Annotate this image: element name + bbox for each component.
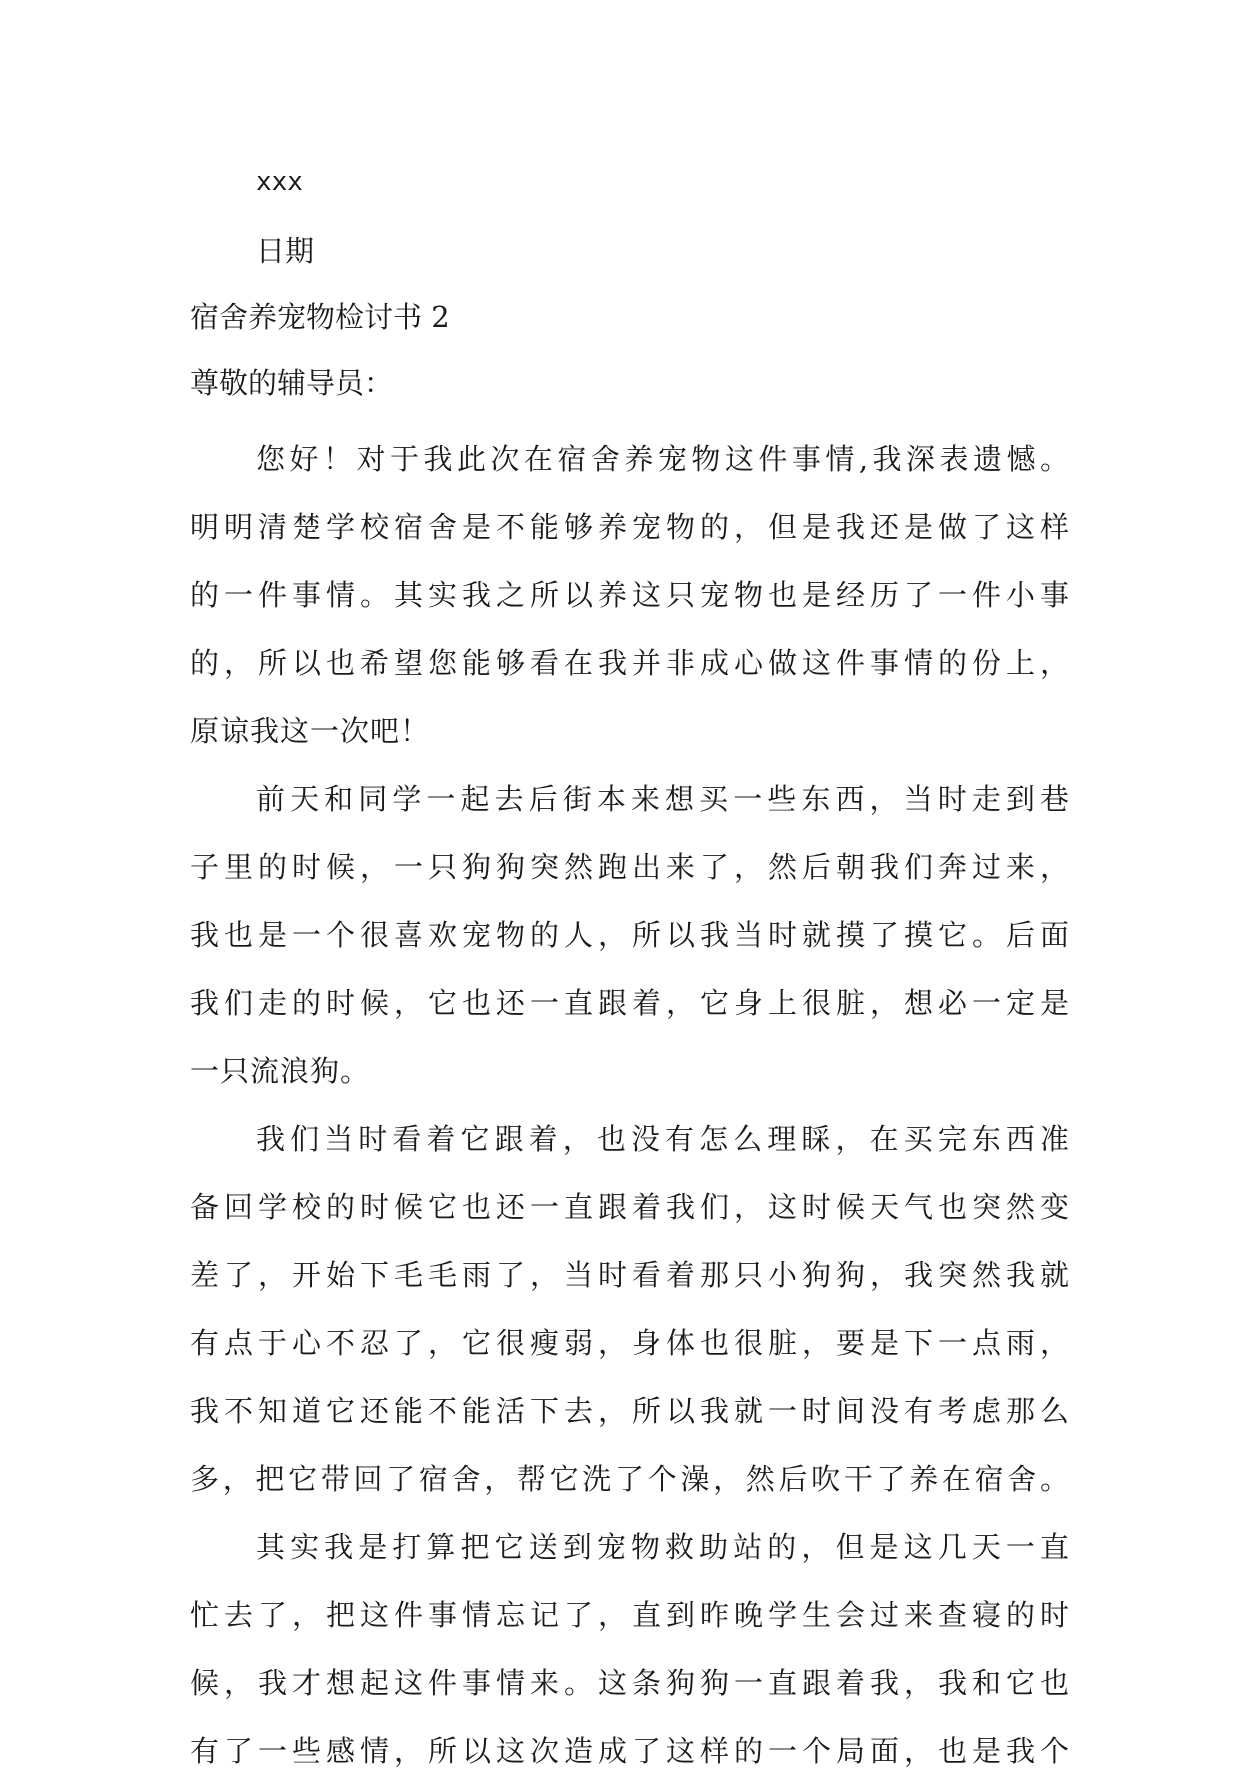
paragraph-line: 明明清楚学校宿舍是不能够养宠物的，但是我还是做了这样 xyxy=(190,510,1070,544)
paragraph-line: 一只流浪狗。 xyxy=(190,1054,371,1088)
paragraph-line: 的一件事情。其实我之所以养这只宠物也是经历了一件小事 xyxy=(190,578,1070,612)
paragraph-4 xyxy=(190,1513,1070,1785)
paragraph-line: 备回学校的时候它也还一直跟着我们，这时候天气也突然变 xyxy=(190,1190,1070,1224)
paragraph-line: 您好！对于我此次在宿舍养宠物这件事情,我深表遗憾。 xyxy=(256,442,1070,476)
paragraph-line: 我也是一个很喜欢宠物的人，所以我当时就摸了摸它。后面 xyxy=(190,918,1070,952)
paragraph-line: 忙去了，把这件事情忘记了，直到昨晚学生会过来查寝的时 xyxy=(190,1598,1070,1632)
paragraph-3 xyxy=(190,1105,1070,1513)
paragraph-line: 多，把它带回了宿舍，帮它洗了个澡，然后吹干了养在宿舍。 xyxy=(190,1462,1070,1496)
document-heading: 宿舍养宠物检讨书 2 xyxy=(190,300,450,334)
paragraph-line: 子里的时候，一只狗狗突然跑出来了，然后朝我们奔过来， xyxy=(190,850,1070,884)
paragraph-line: 有点于心不忍了，它很瘦弱，身体也很脏，要是下一点雨， xyxy=(190,1326,1070,1360)
paragraph-line: 我们走的时候，它也还一直跟着，它身上很脏，想必一定是 xyxy=(190,986,1070,1020)
salutation: 尊敬的辅导员： xyxy=(190,366,394,400)
paragraph-line: 我不知道它还能不能活下去，所以我就一时间没有考虑那么 xyxy=(190,1394,1070,1428)
paragraph-line: 候，我才想起这件事情来。这条狗狗一直跟着我，我和它也 xyxy=(190,1666,1070,1700)
paragraph-line: 前天和同学一起去后街本来想买一些东西，当时走到巷 xyxy=(256,782,1070,816)
signature-date: 日期 xyxy=(256,234,315,268)
paragraph-line: 有了一些感情，所以这次造成了这样的一个局面，也是我个 xyxy=(190,1734,1070,1768)
paragraph-line: 其实我是打算把它送到宠物救助站的，但是这几天一直 xyxy=(256,1530,1070,1564)
paragraph-line: 我们当时看着它跟着，也没有怎么理睬，在买完东西准 xyxy=(256,1122,1070,1156)
paragraph-line: 的，所以也希望您能够看在我并非成心做这件事情的份上， xyxy=(190,646,1070,680)
signature-name: xxx xyxy=(256,167,303,197)
paragraph-2 xyxy=(190,765,1070,1105)
document-body xyxy=(190,158,1070,1785)
paragraph-line: 差了，开始下毛毛雨了，当时看着那只小狗狗，我突然我就 xyxy=(190,1258,1070,1292)
paragraph-line: 原谅我这一次吧！ xyxy=(190,714,431,748)
paragraph-1 xyxy=(190,425,1070,765)
